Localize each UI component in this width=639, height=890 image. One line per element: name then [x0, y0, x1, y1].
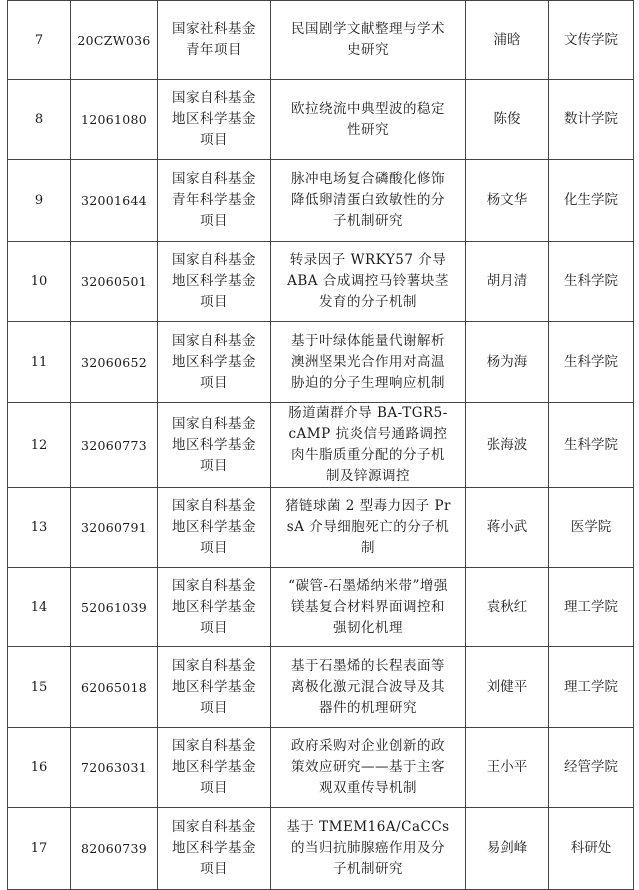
row-number: 8	[8, 80, 71, 160]
project-code: 32001644	[71, 160, 158, 242]
row-number: 11	[8, 322, 71, 403]
table-row	[8, 488, 634, 568]
project-type: 国家自科基金地区科学基金项目	[158, 80, 271, 160]
row-number: 10	[8, 242, 71, 322]
project-title: 基于叶绿体能量代谢解析澳洲坚果光合作用对高温胁迫的分子生理响应机制	[271, 322, 466, 403]
project-type: 国家自科基金青年科学基金项目	[158, 160, 271, 242]
project-type: 国家自科基金地区科学基金项目	[158, 728, 271, 808]
college-name: 理工学院	[549, 568, 634, 647]
table-row	[8, 242, 634, 322]
row-number: 13	[8, 488, 71, 568]
project-code: 72063031	[71, 728, 158, 808]
project-type: 国家自科基金地区科学基金项目	[158, 322, 271, 403]
project-leader: 王小平	[466, 728, 549, 808]
college-name: 生科学院	[549, 403, 634, 488]
project-title: 肠道菌群介导 BA-TGR5-cAMP 抗炎信号通路调控肉牛脂质重分配的分子机制及锌源调控	[271, 403, 466, 488]
project-type: 国家自科基金地区科学基金项目	[158, 808, 271, 890]
table-row	[8, 322, 634, 403]
project-type: 国家社科基金青年项目	[158, 1, 271, 80]
project-code: 32060652	[71, 322, 158, 403]
row-number: 16	[8, 728, 71, 808]
row-number: 14	[8, 568, 71, 647]
project-title: “碳管-石墨烯纳米带”增强镁基复合材料界面调控和强韧化机理	[271, 568, 466, 647]
table-row	[8, 808, 634, 890]
project-title: 脉冲电场复合磷酸化修饰降低卵清蛋白致敏性的分子机制研究	[271, 160, 466, 242]
college-name: 生科学院	[549, 242, 634, 322]
table-row	[8, 728, 634, 808]
project-type: 国家自科基金地区科学基金项目	[158, 647, 271, 728]
table-row	[8, 568, 634, 647]
project-code: 20CZW036	[71, 1, 158, 80]
college-name: 文传学院	[549, 1, 634, 80]
project-type: 国家自科基金地区科学基金项目	[158, 403, 271, 488]
college-name: 科研处	[549, 808, 634, 890]
project-leader: 蒋小武	[466, 488, 549, 568]
project-leader: 张海波	[466, 403, 549, 488]
projects-table	[7, 0, 634, 890]
project-leader: 陈俊	[466, 80, 549, 160]
college-name: 化生学院	[549, 160, 634, 242]
project-code: 62065018	[71, 647, 158, 728]
project-title: 基于 TMEM16A/CaCCs 的当归抗肺腺癌作用及分子机制研究	[271, 808, 466, 890]
row-number: 12	[8, 403, 71, 488]
table-row	[8, 647, 634, 728]
college-name: 经管学院	[549, 728, 634, 808]
college-name: 医学院	[549, 488, 634, 568]
project-leader: 杨文华	[466, 160, 549, 242]
project-code: 32060791	[71, 488, 158, 568]
project-leader: 浦晗	[466, 1, 549, 80]
project-code: 32060773	[71, 403, 158, 488]
project-leader: 刘健平	[466, 647, 549, 728]
project-code: 52061039	[71, 568, 158, 647]
college-name: 数计学院	[549, 80, 634, 160]
project-leader: 杨为海	[466, 322, 549, 403]
table-row	[8, 160, 634, 242]
row-number: 17	[8, 808, 71, 890]
project-leader: 袁秋红	[466, 568, 549, 647]
project-leader: 易剑峰	[466, 808, 549, 890]
projects-table-body	[8, 1, 634, 890]
project-title: 基于石墨烯的长程表面等离极化激元混合波导及其器件的机理研究	[271, 647, 466, 728]
project-type: 国家自科基金地区科学基金项目	[158, 242, 271, 322]
table-row	[8, 80, 634, 160]
project-title: 民国剧学文献整理与学术史研究	[271, 1, 466, 80]
project-leader: 胡月清	[466, 242, 549, 322]
project-title: 转录因子 WRKY57 介导 ABA 合成调控马铃薯块茎发育的分子机制	[271, 242, 466, 322]
project-type: 国家自科基金地区科学基金项目	[158, 568, 271, 647]
college-name: 理工学院	[549, 647, 634, 728]
project-type: 国家自科基金地区科学基金项目	[158, 488, 271, 568]
row-number: 15	[8, 647, 71, 728]
college-name: 生科学院	[549, 322, 634, 403]
project-code: 32060501	[71, 242, 158, 322]
project-title: 政府采购对企业创新的政策效应研究——基于主客观双重传导机制	[271, 728, 466, 808]
table-row	[8, 403, 634, 488]
table-row	[8, 1, 634, 80]
project-code: 82060739	[71, 808, 158, 890]
row-number: 9	[8, 160, 71, 242]
project-title: 猪链球菌 2 型毒力因子 PrsA 介导细胞死亡的分子机制	[271, 488, 466, 568]
project-code: 12061080	[71, 80, 158, 160]
row-number: 7	[8, 1, 71, 80]
project-title: 欧拉绕流中典型波的稳定性研究	[271, 80, 466, 160]
